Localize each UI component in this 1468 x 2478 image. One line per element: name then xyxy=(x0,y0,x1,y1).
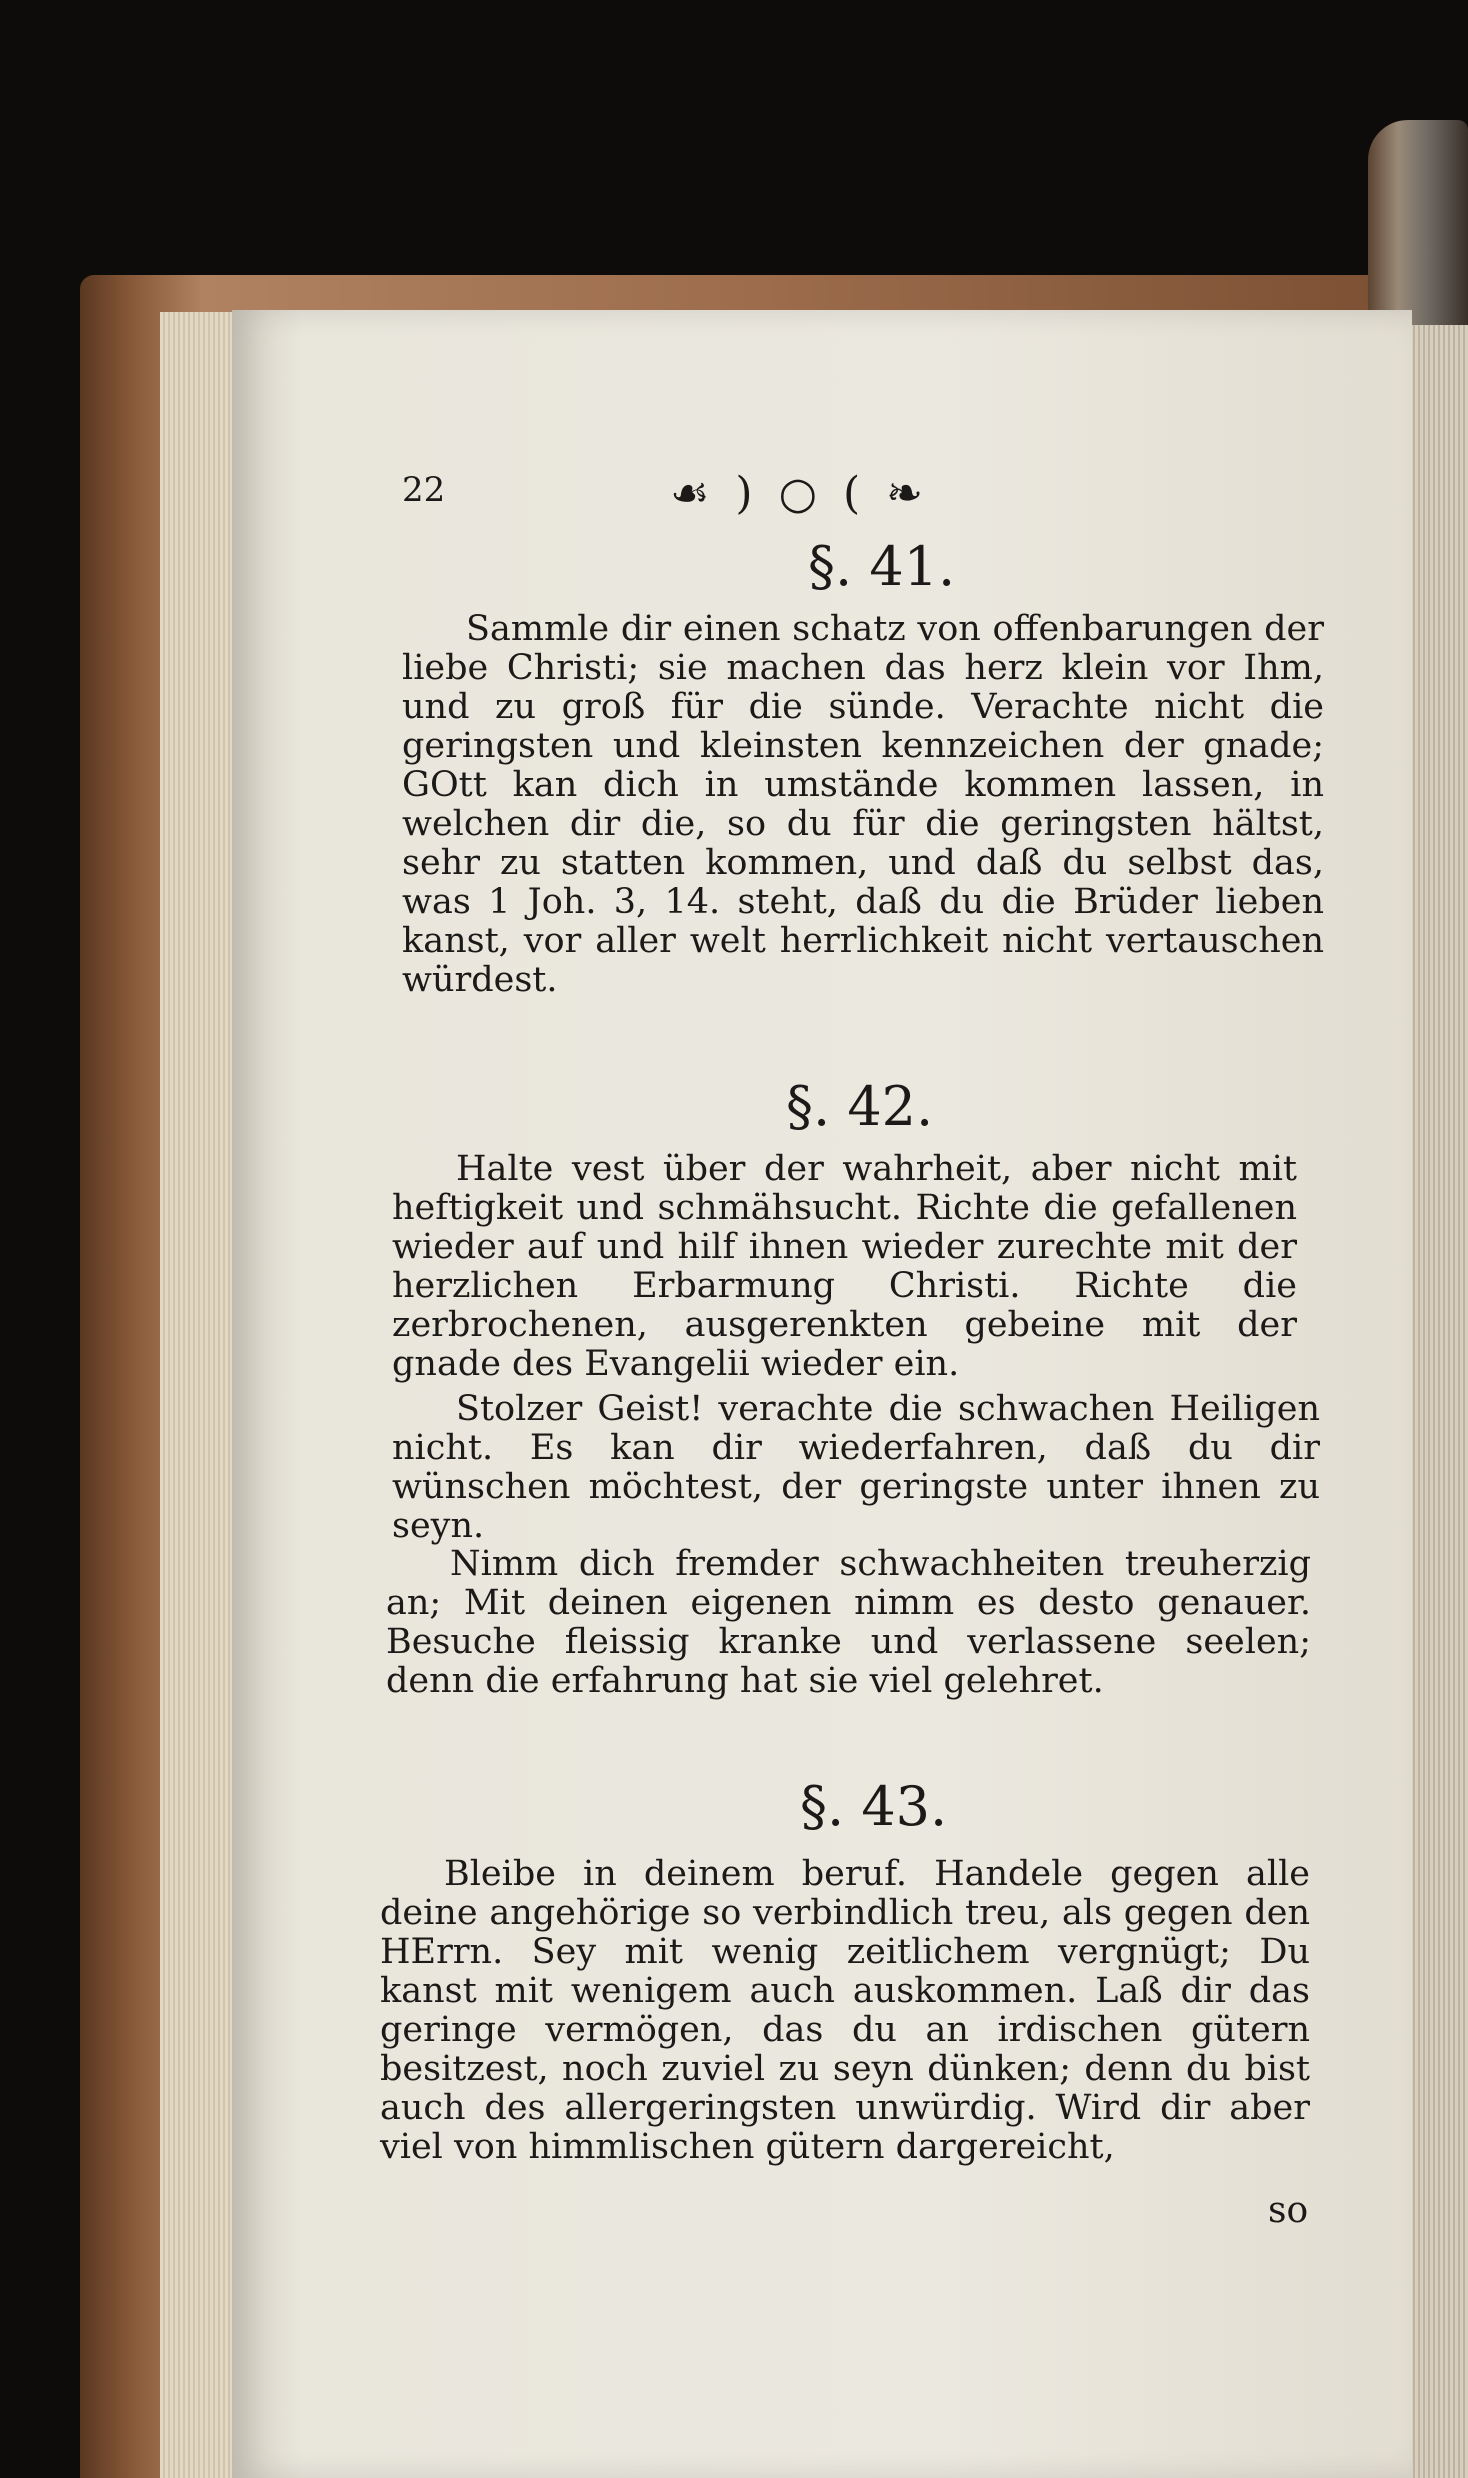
book-spine xyxy=(1368,120,1468,340)
paragraph-42-3: Nimm dich fremder schwachheiten treuherzig an; Mit deinen eigenen nimm es desto genauer. Besuche fleissig kranke und verlassene seelen; denn die erfahrung hat sie viel gelehret. xyxy=(386,1544,1311,1701)
paragraph-43-1: Bleibe in deinem beruf. Handele gegen alle deine angehörige so verbindlich treu, als gegen den HErrn. Sey mit wenig zeitlichem vergnügt; Du kanst mit wenigem auch auskommen. Laß dir das geringe vermögen, das du an irdischen gütern besitzest, noch zuviel zu seyn dünken; denn du bist auch des allergeringsten unwürdig. Wird dir aber viel von himmlischen gütern dargereicht, xyxy=(380,1854,1310,2167)
section-heading-41: §. 41. xyxy=(808,535,956,598)
section-heading-43: §. 43. xyxy=(800,1775,948,1838)
paragraph-42-2: Stolzer Geist! verachte die schwachen Heiligen nicht. Es kan dir wiederfahren, daß du dir wünschen möchtest, der geringste unter ihnen zu seyn. xyxy=(392,1389,1320,1546)
paragraph-41-1: Sammle dir einen schatz von offenbarungen der liebe Christi; sie machen das herz klein vor Ihm, und zu groß für die sünde. Verachte nicht die geringsten und kleinsten kennzeichen der gnade; GOtt kan dich in umstände kommen lassen, in welchen dir die, so du für die geringsten hältst, sehr zu statten kommen, und daß du selbst das, was 1 Joh. 3, 14. steht, daß du die Brüder lieben kanst, vor aller welt herrlichkeit nicht vertauschen würdest. xyxy=(402,609,1324,1000)
paragraph-42-1: Halte vest über der wahrheit, aber nicht mit heftigkeit und schmähsucht. Richte die gefallenen wieder auf und hilf ihnen wieder zurechte mit der herzlichen Erbarmung Christi. Richte die zerbrochenen, ausgerenkten gebeine mit der gnade des Evangelii wieder ein. xyxy=(392,1149,1297,1384)
header-ornament: ☙ ) ○ ( ❧ xyxy=(670,468,929,519)
page-number: 22 xyxy=(402,470,446,510)
section-heading-42: §. 42. xyxy=(786,1075,934,1138)
catchword: so xyxy=(1268,2190,1309,2231)
